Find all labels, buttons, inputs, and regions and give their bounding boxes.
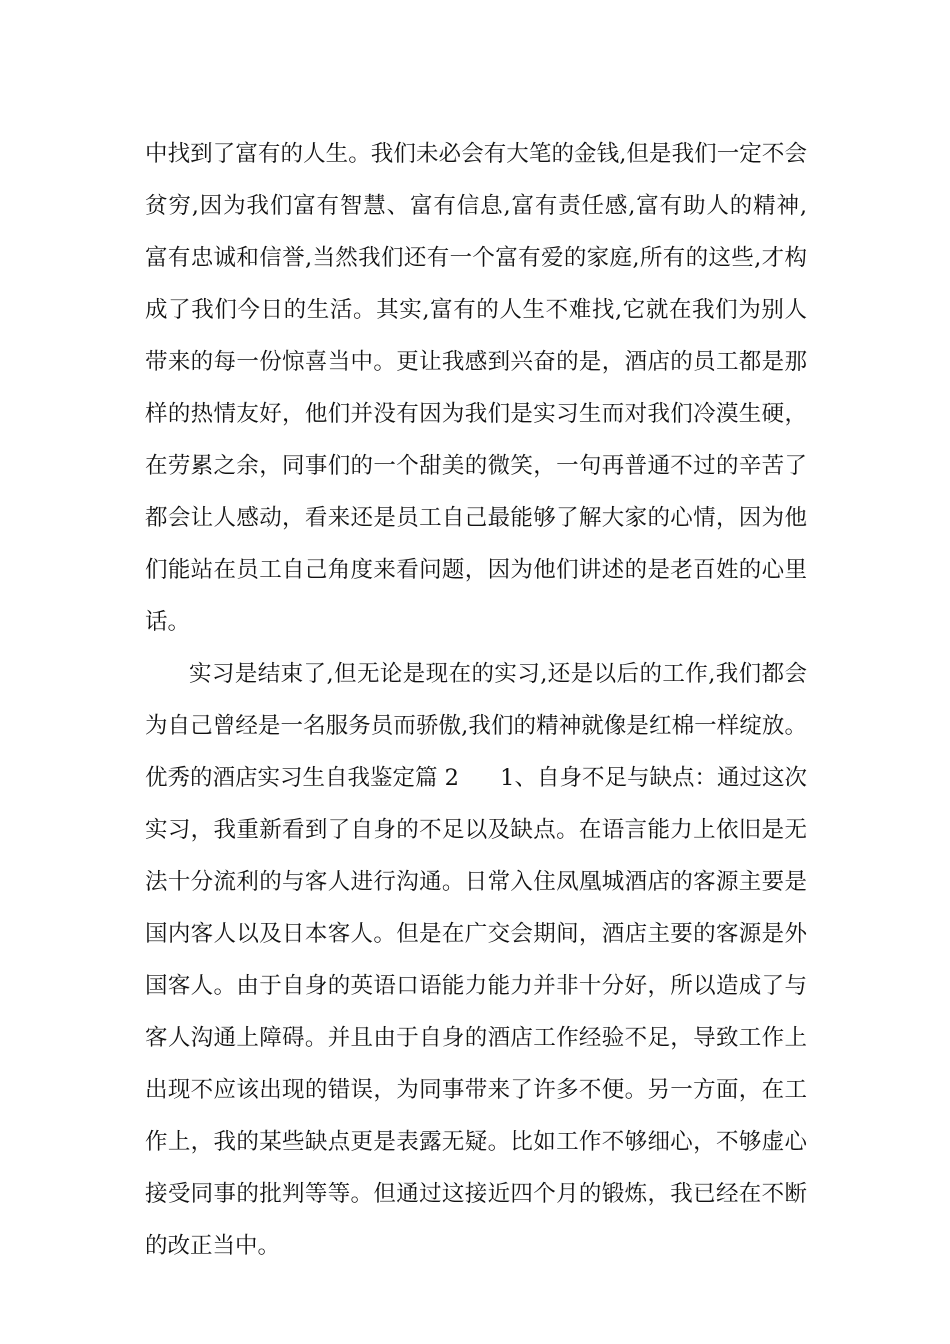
text-line: 贫穷,因为我们富有智慧、富有信息,富有责任感,富有助人的精神, bbox=[145, 193, 807, 219]
section-first-item: 1、自身不足与缺点：通过这次 bbox=[500, 765, 807, 791]
text-line: 带来的每一份惊喜当中。更让我感到兴奋的是，酒店的员工都是那 bbox=[145, 349, 807, 375]
paragraph-1 bbox=[145, 128, 807, 648]
text-line: 客人沟通上障碍。并且由于自身的酒店工作经验不足，导致工作上 bbox=[145, 1025, 807, 1051]
text-line: 国内客人以及日本客人。但是在广交会期间，酒店主要的客源是外 bbox=[145, 921, 807, 947]
text-line: 话。 bbox=[145, 609, 191, 635]
text-line: 样的热情友好，他们并没有因为我们是实习生而对我们冷漠生硬， bbox=[145, 401, 807, 427]
text-line: 实习，我重新看到了自身的不足以及缺点。在语言能力上依旧是无 bbox=[145, 817, 807, 843]
section-heading-row bbox=[145, 752, 807, 804]
text-line: 作上，我的某些缺点更是表露无疑。比如工作不够细心，不够虚心 bbox=[145, 1129, 807, 1155]
text-line: 在劳累之余，同事们的一个甜美的微笑，一句再普通不过的辛苦了 bbox=[145, 453, 807, 479]
text-line: 为自己曾经是一名服务员而骄傲,我们的精神就像是红棉一样绽放。 bbox=[145, 713, 807, 739]
text-line: 富有忠诚和信誉,当然我们还有一个富有爱的家庭,所有的这些,才构 bbox=[145, 245, 807, 271]
text-line: 实习是结束了,但无论是现在的实习,还是以后的工作,我们都会 bbox=[189, 661, 807, 687]
text-line: 中找到了富有的人生。我们未必会有大笔的金钱,但是我们一定不会 bbox=[145, 141, 807, 167]
section-heading: 优秀的酒店实习生自我鉴定篇 2 bbox=[145, 765, 459, 791]
text-line: 的改正当中。 bbox=[145, 1233, 281, 1259]
text-line: 成了我们今日的生活。其实,富有的人生不难找,它就在我们为别人 bbox=[145, 297, 807, 323]
paragraph-3 bbox=[145, 804, 807, 1272]
text-line: 国客人。由于自身的英语口语能力能力并非十分好，所以造成了与 bbox=[145, 973, 807, 999]
text-line: 法十分流利的与客人进行沟通。日常入住凤凰城酒店的客源主要是 bbox=[145, 869, 807, 895]
text-line: 接受同事的批判等等。但通过这接近四个月的锻炼，我已经在不断 bbox=[145, 1181, 807, 1207]
text-line: 们能站在员工自己角度来看问题，因为他们讲述的是老百姓的心里 bbox=[145, 557, 807, 583]
text-line: 出现不应该出现的错误，为同事带来了许多不便。另一方面，在工 bbox=[145, 1077, 807, 1103]
text-line: 都会让人感动，看来还是员工自己最能够了解大家的心情，因为他 bbox=[145, 505, 807, 531]
document-body bbox=[145, 128, 807, 1272]
paragraph-2 bbox=[145, 648, 807, 752]
